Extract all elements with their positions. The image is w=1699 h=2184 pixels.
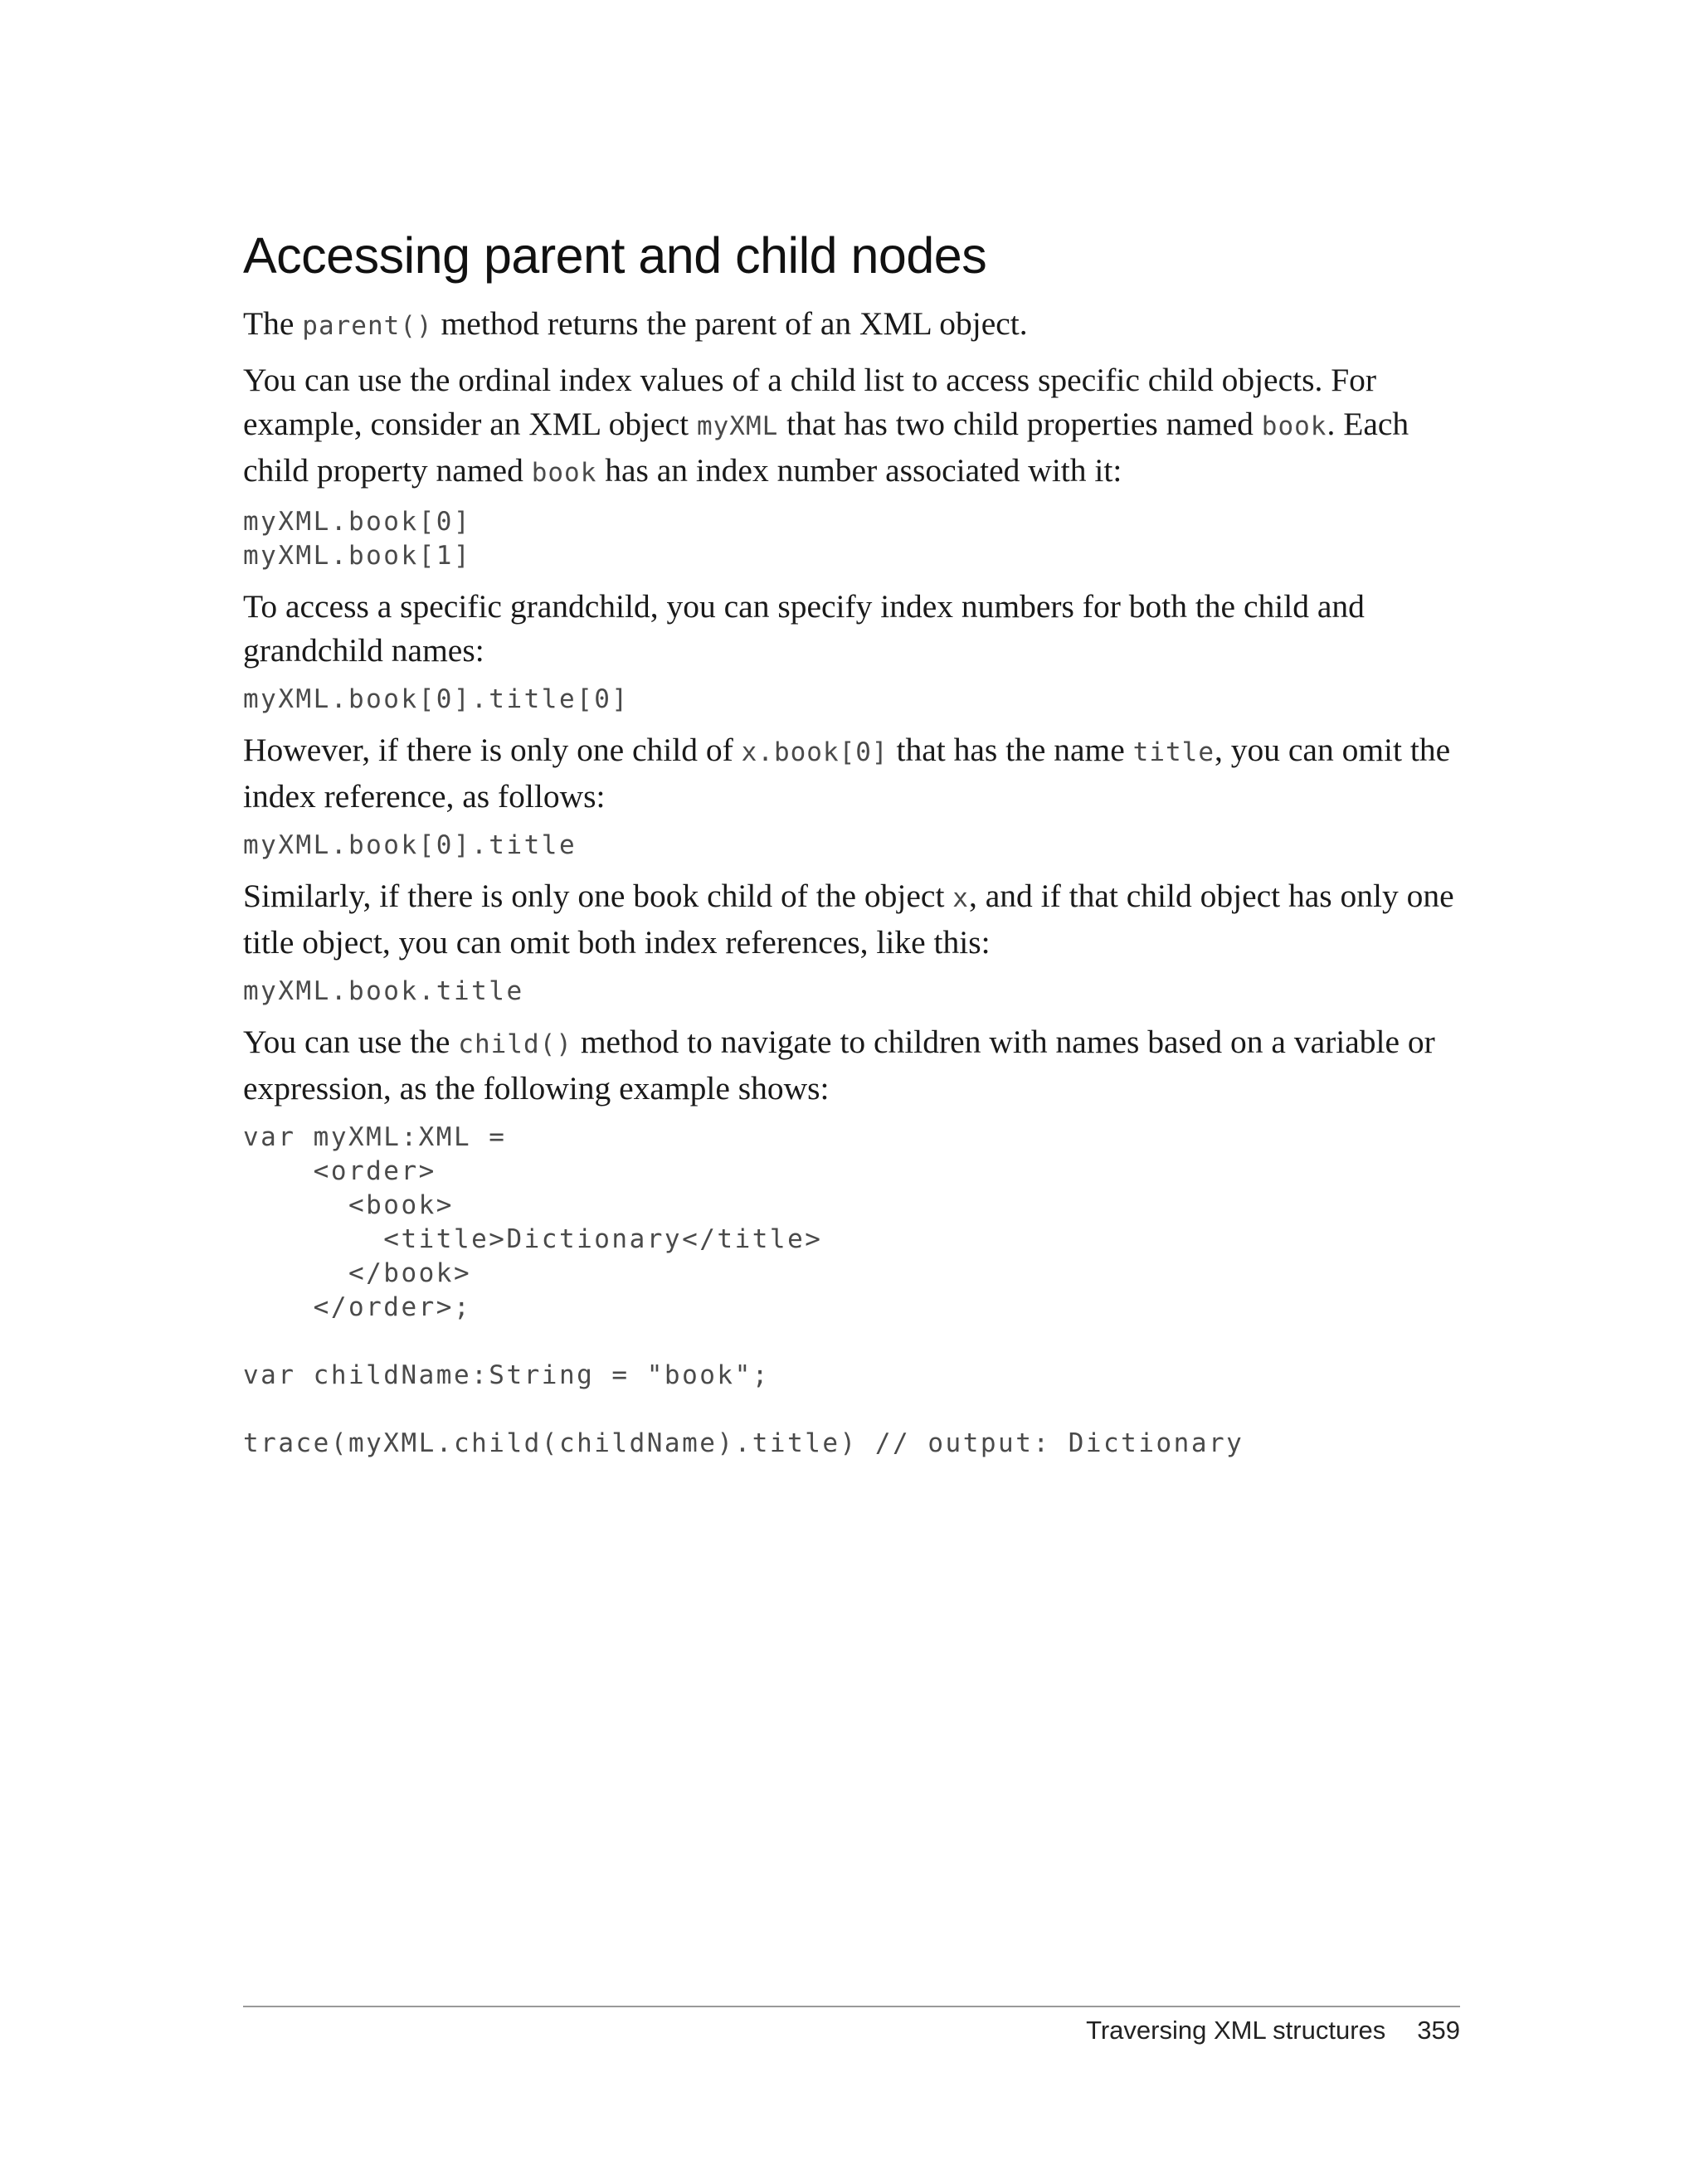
code-block-book-index: myXML.book[0] myXML.book[1] [243, 507, 472, 571]
text-span: , and if that child object has only one title object, you can omit both index references, like this: [243, 878, 1454, 961]
text-span: . Each child property named [243, 406, 1409, 489]
paragraph-ordinal-index [243, 358, 1460, 495]
paragraph-grandchild: To access a specific grandchild, you can specify index numbers for both the child and grandchild names: [243, 588, 1365, 669]
text-span: You can use the [243, 1024, 459, 1060]
page-number: 359 [1417, 2016, 1460, 2045]
inline-code: parent() [302, 311, 433, 341]
text-span: method to navigate to children with names based on a variable or expression, as the following example shows: [243, 1024, 1435, 1107]
code-block-omit-both: myXML.book.title [243, 976, 524, 1006]
inline-code: book [1261, 411, 1327, 441]
inline-code: title [1132, 737, 1215, 767]
section-heading: Accessing parent and child nodes [243, 227, 987, 284]
inline-code: child() [458, 1029, 572, 1059]
text-span: that has two child properties named [778, 406, 1262, 442]
code-block-grandchild: myXML.book[0].title[0] [243, 684, 630, 714]
page-footer [1086, 2016, 1460, 2045]
text-span: You can use the ordinal index values of a child list to access specific child objects. For example, consider an XML object [243, 362, 1377, 442]
inline-code: book [531, 458, 597, 488]
text-span: method returns the parent of an XML object. [432, 305, 1028, 342]
code-block-omit-index: myXML.book[0].title [243, 830, 577, 860]
inline-code: myXML [696, 411, 779, 441]
text-span: Similarly, if there is only one book child of the object [243, 878, 953, 914]
text-span: , you can omit the index reference, as follows: [243, 732, 1451, 815]
text-span: has an index number associated with it: [596, 452, 1122, 489]
inline-code: x.book[0] [741, 737, 888, 767]
footer-section-title: Traversing XML structures [1086, 2016, 1386, 2045]
paragraph-omit-index [243, 728, 1460, 819]
text-span: The [243, 305, 303, 342]
paragraph-parent-method [243, 302, 1460, 348]
page-content [243, 224, 1460, 1472]
footer-divider [243, 2006, 1460, 2007]
paragraph-child-method [243, 1020, 1460, 1111]
paragraph-omit-both [243, 874, 1460, 965]
inline-code: x [952, 883, 969, 913]
text-span: However, if there is only one child of [243, 732, 742, 768]
code-block-child-example: var myXML:XML = <order> <book> <title>Dictionary</title> </book> </order>; var childName:String = "book"; trace(myXML.child(childName).title) // output: Dictionary [243, 1122, 1244, 1458]
text-span: that has the name [888, 732, 1133, 768]
